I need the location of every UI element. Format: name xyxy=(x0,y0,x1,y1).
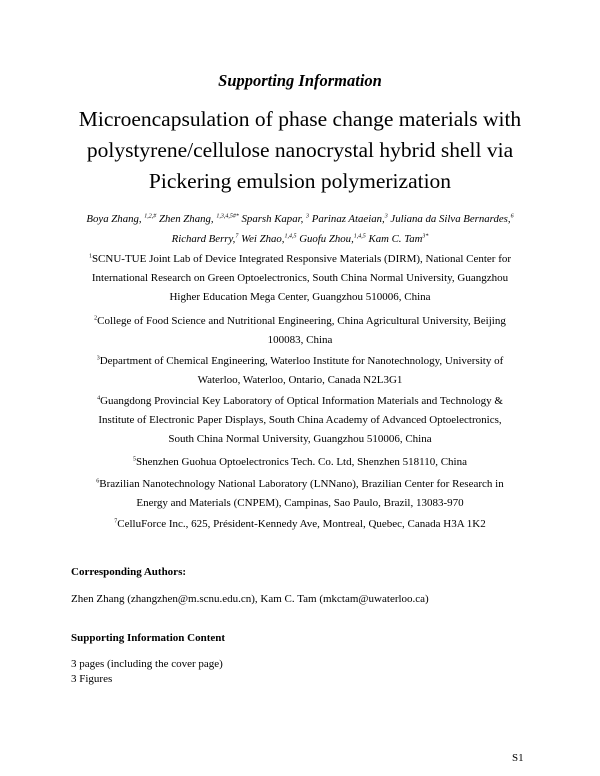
affiliation xyxy=(68,453,532,472)
author-affil-marker: 3 xyxy=(384,213,388,220)
affiliation-text: College of Food Science and Nutritional Engineering, China Agricultural University, Beijing xyxy=(97,315,506,327)
affiliation xyxy=(68,392,532,449)
author-line: Richard Berry,$^7$ Wei Zhao,$^{1,4,5}$ Guofu Zhou,$^{1,4,5}$ Kam C. Tam$^{3*}$ xyxy=(171,233,429,245)
author-name: Richard Berry xyxy=(171,233,233,245)
affiliation xyxy=(68,352,532,390)
author-affil-marker: 1,3,4,5#* xyxy=(216,213,239,220)
affiliation-text: Higher Education Mega Center, Guangzhou 510006, China xyxy=(169,291,431,303)
affiliation-text: 100083, China xyxy=(267,334,333,346)
author-name: Parinaz Ataeian xyxy=(311,213,383,225)
title-line: Pickering emulsion polymerization xyxy=(148,169,452,193)
author-name: Boya Zhang xyxy=(86,213,139,225)
si-content-figures: 3 Figures xyxy=(71,673,113,685)
affiliation-text: Guangdong Provincial Key Laboratory of Optical Information Materials and Technology & xyxy=(100,395,503,407)
affiliation xyxy=(68,250,532,307)
si-content-pages: 3 pages (including the cover page) xyxy=(71,658,223,670)
author-name: Kam C. Tam xyxy=(368,233,423,245)
author-line: Boya Zhang, $^{1,2,\#}$ Zhen Zhang, $^{1,3,4,5\#*}$ Sparsh Kapar, $^3$ Parinaz Ataeian,$^3$ Juliana da Silva Bernardes,$^6$ xyxy=(86,213,514,225)
affiliation-number: 4 xyxy=(97,395,101,402)
affiliation-number: 2 xyxy=(94,315,98,322)
affiliation-number: 5 xyxy=(133,456,136,463)
affiliation xyxy=(68,312,532,350)
affiliation xyxy=(68,515,532,534)
title-line: Microencapsulation of phase change materials with xyxy=(78,107,522,131)
author-affil-marker: 7 xyxy=(235,233,239,240)
affiliation-number: 3 xyxy=(96,355,100,362)
affiliation-text: SCNU-TUE Joint Lab of Device Integrated Responsive Materials (DIRM), National Center for xyxy=(91,253,512,265)
author-name: Guofu Zhou xyxy=(299,233,352,245)
author-affil-marker: 1,2,# xyxy=(144,213,157,220)
author-affil-marker: 1,4,5 xyxy=(284,233,297,240)
author-name: Wei Zhao xyxy=(241,233,282,245)
affiliation xyxy=(68,475,532,513)
affiliation-text: CelluForce Inc., 625, Président-Kennedy Ave, Montreal, Quebec, Canada H3A 1K2 xyxy=(117,518,486,530)
author-name: Juliana da Silva Bernardes xyxy=(390,213,508,225)
affiliation-text: Waterloo, Waterloo, Ontario, Canada N2L3G1 xyxy=(197,374,403,386)
paper-title xyxy=(60,104,540,197)
affiliation-text: Energy and Materials (CNPEM), Campinas, Sao Paulo, Brazil, 13083-970 xyxy=(136,497,464,509)
author-affil-marker: 3* xyxy=(422,233,429,240)
affiliation-text: International Research on Green Optoelectronics, South China Normal University, Guangzhou xyxy=(91,272,509,284)
corresponding-authors-text: Zhen Zhang (zhangzhen@m.scnu.edu.cn), Kam C. Tam (mkctam@uwaterloo.ca) xyxy=(71,593,429,605)
affiliation-text: Department of Chemical Engineering, Waterloo Institute for Nanotechnology, University of xyxy=(99,355,504,367)
author-name: Zhen Zhang xyxy=(159,213,211,225)
title-line: polystyrene/cellulose nanocrystal hybrid shell via xyxy=(86,138,514,162)
affiliation-text: Brazilian Nanotechnology National Laboratory (LNNano), Brazilian Center for Research in xyxy=(99,478,504,490)
author-affil-marker: 6 xyxy=(510,213,514,220)
corresponding-authors-label: Corresponding Authors: xyxy=(71,566,187,578)
author-affil-marker: 3 xyxy=(306,213,310,220)
affiliation-number: 1 xyxy=(88,253,92,260)
supporting-information-heading: Supporting Information xyxy=(218,71,382,90)
author-name: Sparsh Kapar xyxy=(241,213,301,225)
affiliation-text: South China Normal University, Guangzhou 510006, China xyxy=(168,433,432,445)
page-number: S1 xyxy=(512,752,524,764)
affiliation-text: Shenzhen Guohua Optoelectronics Tech. Co. Ltd, Shenzhen 518110, China xyxy=(136,456,467,468)
affiliation-text: Institute of Electronic Paper Displays, South China Academy of Advanced Optoelectronics, xyxy=(98,414,502,426)
affiliation-number: 6 xyxy=(96,478,100,485)
author-affil-marker: 1,4,5 xyxy=(353,233,366,240)
author-list xyxy=(60,209,540,249)
affiliation-number: 7 xyxy=(114,518,118,525)
si-content-label: Supporting Information Content xyxy=(71,632,226,644)
